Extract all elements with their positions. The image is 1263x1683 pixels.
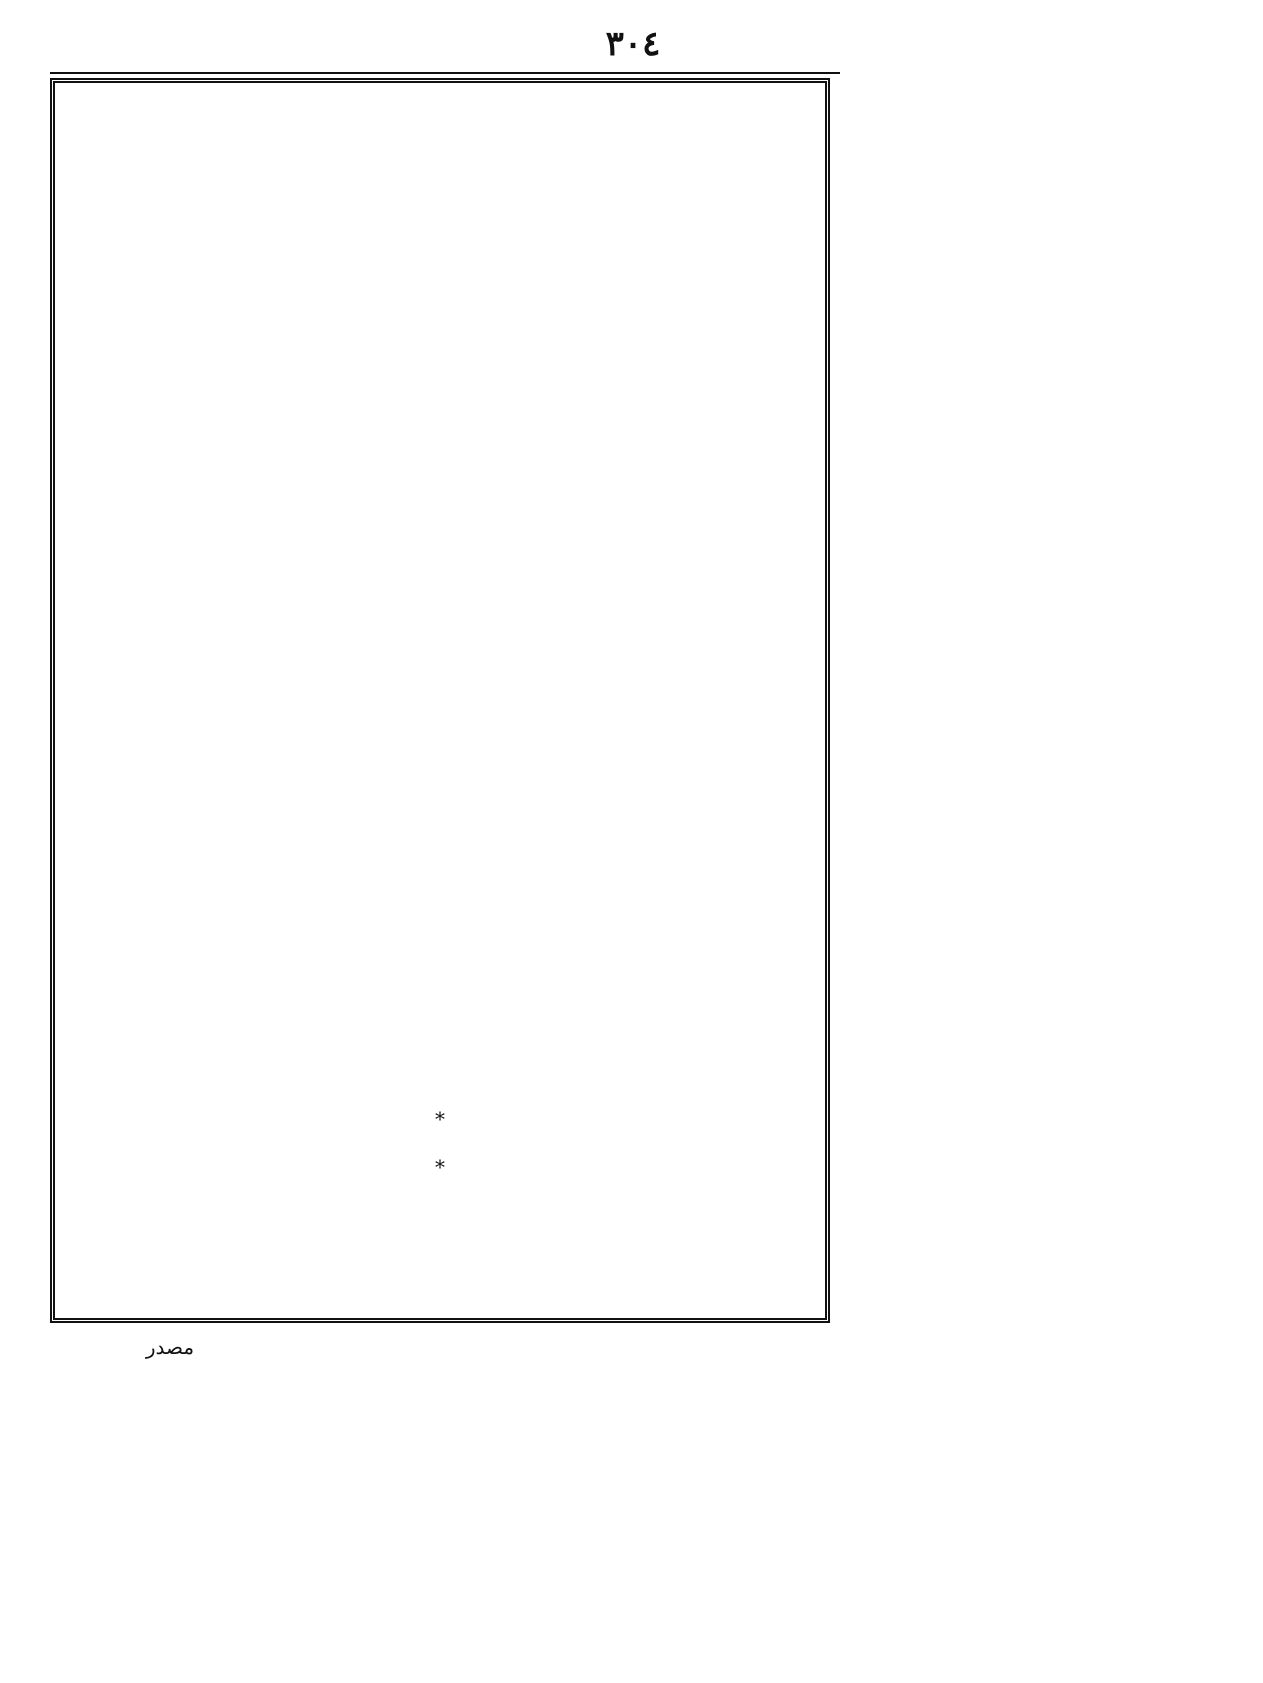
verse-separator: *	[435, 1155, 445, 1179]
header-rule	[50, 72, 840, 74]
margin-text	[850, 120, 1230, 1350]
catchword: مصدر	[145, 1335, 195, 1359]
verse-block	[120, 1095, 760, 1205]
verse-separator: *	[435, 1107, 445, 1131]
page-number: ٣٠٤	[605, 24, 661, 64]
verse-line	[120, 1095, 760, 1143]
verse-line	[120, 1143, 760, 1191]
